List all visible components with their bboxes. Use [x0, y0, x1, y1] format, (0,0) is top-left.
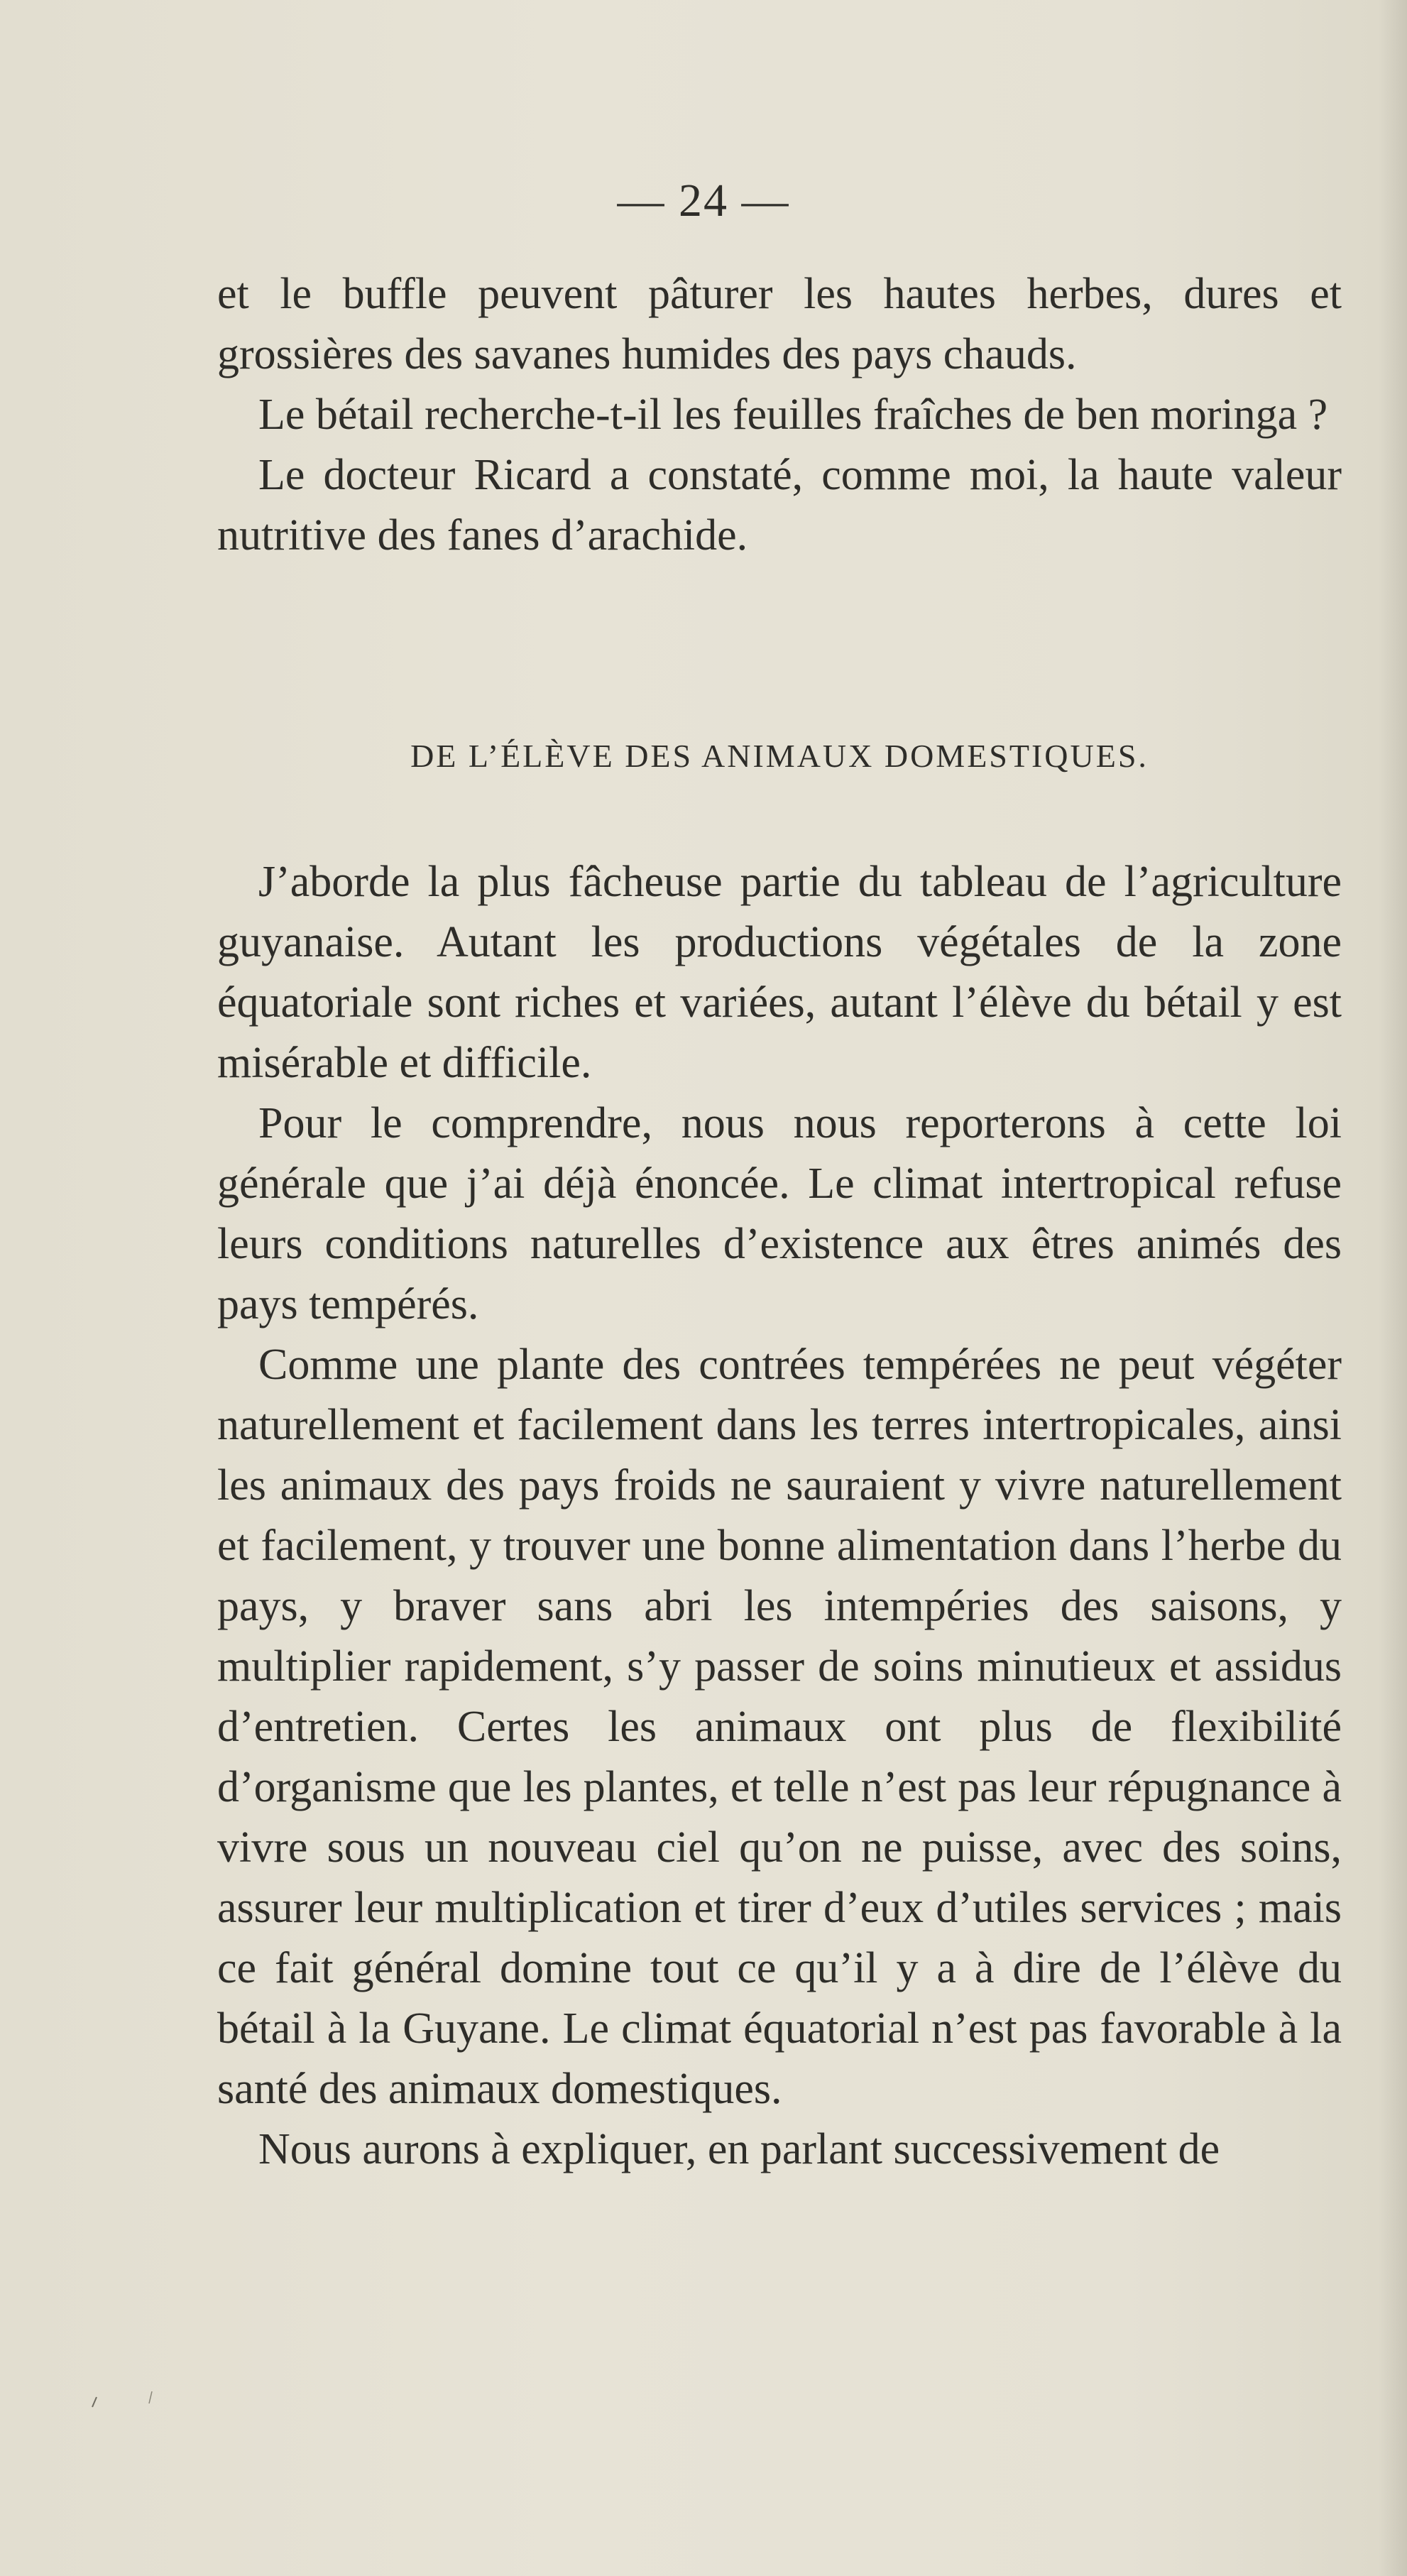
section-heading: DE L’ÉLÈVE DES ANIMAUX DOMESTIQUES.	[410, 738, 1149, 775]
paragraph-comparaison: Comme une plante des contrées tempérées ne peut végéter naturellement et facilement dans les terres intertropicales, ainsi les animaux des pays froids ne sauraient y vivre naturellement et facilement, y trouver une bonne alimentation dans l’herbe du pays, y braver sans abri les intempéries des saisons, y multiplier rapidement, s’y passer de soins minutieux et assidus d’entretien. Certes les animaux ont plus de flexibilité d’organisme que les plantes, et telle n’est pas leur répugnance à vivre sous un nouveau ciel qu’on ne puisse, avec des soins, assurer leur multiplication et tirer d’eux d’utiles services ; mais ce fait général domine tout ce qu’il y a à dire de l’élève du bétail à la Guyane. Le climat équatorial n’est pas favorable à la santé des animaux domestiques.	[217, 1341, 1342, 2113]
paragraph-suite: Nous aurons à expliquer, en parlant successivement de	[258, 2125, 1220, 2173]
paragraph-arachide: Le docteur Ricard a constaté, comme moi, la haute valeur nutritive des fanes d’arachide.	[217, 451, 1342, 560]
opening-text	[217, 264, 1342, 566]
page-edge-shadow	[1379, 0, 1407, 2576]
page-number: — 24 —	[617, 175, 790, 227]
paragraph-moringa: Le bétail recherche-t-il les feuilles fraîches de ben moringa ?	[258, 391, 1328, 439]
paragraph-continuation: et le buffle peuvent pâturer les hautes herbes, dures et grossières des savanes humides des pays chauds.	[217, 270, 1342, 378]
paragraph-intro: J’aborde la plus fâcheuse partie du tableau de l’agriculture guyanaise. Autant les productions végétales de la zone équatoriale sont riches et variées, autant l’élève du bétail y est misérable et difficile.	[217, 858, 1342, 1087]
section-body	[217, 852, 1342, 2180]
paragraph-loi-generale: Pour le comprendre, nous nous reporterons à cette loi générale que j’ai déjà énoncée. Le climat intertropical refuse leurs conditions naturelles d’existence aux êtres animés des pays tempérés.	[217, 1099, 1342, 1328]
paper-specks	[85, 2372, 156, 2414]
